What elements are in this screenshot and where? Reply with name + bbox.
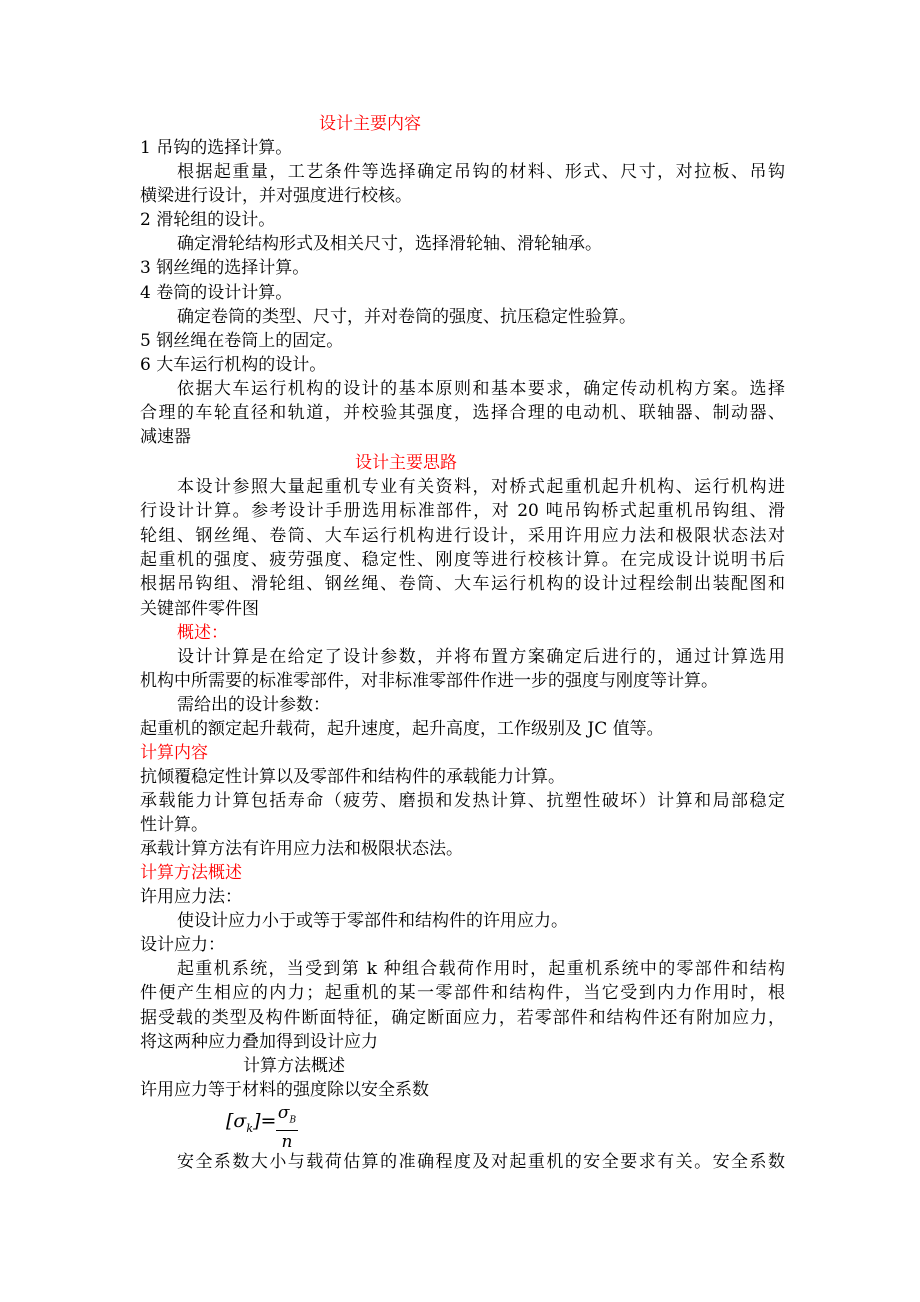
formula-lhs: $[\sigma_k]=$	[226, 1110, 277, 1135]
formula-lhs-sub: k	[246, 1121, 254, 1135]
approach-line: 行设计计算。参考设计手册选用标准部件，对 20 吨吊钩桥式起重机吊钩组、滑	[140, 501, 785, 521]
design-stress-line: 将这两种应力叠加得到设计应力	[140, 1032, 378, 1052]
calc-line: 性计算。	[140, 815, 208, 835]
calc-line: 承载计算方法有许用应力法和极限状态法。	[140, 839, 463, 859]
overview-line: 设计计算是在给定了设计参数，并将布置方案确定后进行的，通过计算选用	[177, 647, 785, 667]
calc-line: 承载能力计算包括寿命（疲劳、磨损和发热计算、抗塑性破坏）计算和局部稳定	[140, 791, 785, 811]
overview-line: 机构中所需要的标准零部件，对非标准零部件作进一步的强度与刚度等计算。	[140, 671, 718, 691]
params-label: 需给出的设计参数：	[177, 695, 330, 715]
item-1-title: 1 吊钩的选择计算。	[140, 138, 293, 158]
params-text: 起重机的额定起升载荷，起升速度，起升高度，工作级别及 JC 值等。	[140, 719, 664, 739]
design-stress-label: 设计应力：	[140, 935, 225, 955]
design-stress-line: 起重机系统，当受到第 k 种组合载荷作用时，起重机系统中的零部件和结构	[177, 959, 785, 979]
item-4-title: 4 卷筒的设计计算。	[140, 283, 293, 303]
formula-fraction	[276, 1104, 298, 1151]
item-1-desc-line: 根据起重量，工艺条件等选择确定吊钩的材料、形式、尺寸，对拉板、吊钩	[177, 162, 785, 182]
approach-line: 起重机的强度、疲劳强度、稳定性、刚度等进行校核计算。在完成设计说明书后	[140, 550, 785, 570]
approach-line: 轮组、钢丝绳、卷筒、大车运行机构进行设计，采用许用应力法和极限状态法对	[140, 526, 785, 546]
formula-num-symbol: σ	[277, 1103, 290, 1123]
item-6-desc-line: 依据大车运行机构的设计的基本原则和基本要求，确定传动机构方案。选择	[177, 379, 785, 399]
item-2-title: 2 滑轮组的设计。	[140, 210, 276, 230]
item-6-desc-line: 减速器	[140, 427, 191, 447]
heading-design-approach: 设计主要思路	[355, 453, 457, 473]
design-stress-line: 据受载的类型及构件断面特征，确定断面应力，若零部件和结构件还有附加应力，	[140, 1008, 785, 1028]
item-3-title: 3 钢丝绳的选择计算。	[140, 258, 310, 278]
heading-design-content: 设计主要内容	[319, 114, 421, 134]
allowable-desc: 使设计应力小于或等于零部件和结构件的许用应力。	[177, 911, 568, 931]
formula-num-sub: B	[289, 1115, 297, 1126]
formula-fraction-bar	[276, 1130, 298, 1131]
formula-lhs-symbol: σ	[233, 1110, 247, 1132]
calc-line: 抗倾覆稳定性计算以及零部件和结构件的承载能力计算。	[140, 767, 565, 787]
allowable-label: 许用应力法：	[140, 887, 242, 907]
item-5-title: 5 钢丝绳在卷筒上的固定。	[140, 331, 344, 351]
item-6-title: 6 大车运行机构的设计。	[140, 355, 327, 375]
overview-label: 概述：	[177, 623, 228, 643]
safety-line: 安全系数大小与载荷估算的准确程度及对起重机的安全要求有关。安全系数	[177, 1152, 785, 1172]
formula-denominator: n	[281, 1132, 293, 1153]
method-heading: 计算方法概述	[140, 863, 242, 883]
formula-numerator	[276, 1104, 298, 1129]
design-stress-line: 件便产生相应的内力；起重机的某一零部件和结构件，当它受到内力作用时，根	[140, 983, 785, 1003]
approach-line: 关键部件零件图	[140, 599, 259, 619]
method-subheading: 计算方法概述	[243, 1056, 345, 1076]
calc-heading: 计算内容	[140, 743, 208, 763]
item-6-desc-line: 合理的车轮直径和轨道，并校验其强度，选择合理的电动机、联轴器、制动器、	[140, 403, 785, 423]
approach-line: 根据吊钩组、滑轮组、钢丝绳、卷筒、大车运行机构的设计过程绘制出装配图和	[140, 574, 785, 594]
allowable-formula-text: 许用应力等于材料的强度除以安全系数	[140, 1080, 429, 1100]
approach-line: 本设计参照大量起重机专业有关资料，对桥式起重机起升机构、运行机构进	[177, 477, 785, 497]
item-4-desc: 确定卷筒的类型、尺寸，并对卷筒的强度、抗压稳定性验算。	[177, 307, 636, 327]
item-1-desc-line: 横梁进行设计，并对强度进行校核。	[140, 186, 412, 206]
item-2-desc: 确定滑轮结构形式及相关尺寸，选择滑轮轴、滑轮轴承。	[177, 234, 602, 254]
